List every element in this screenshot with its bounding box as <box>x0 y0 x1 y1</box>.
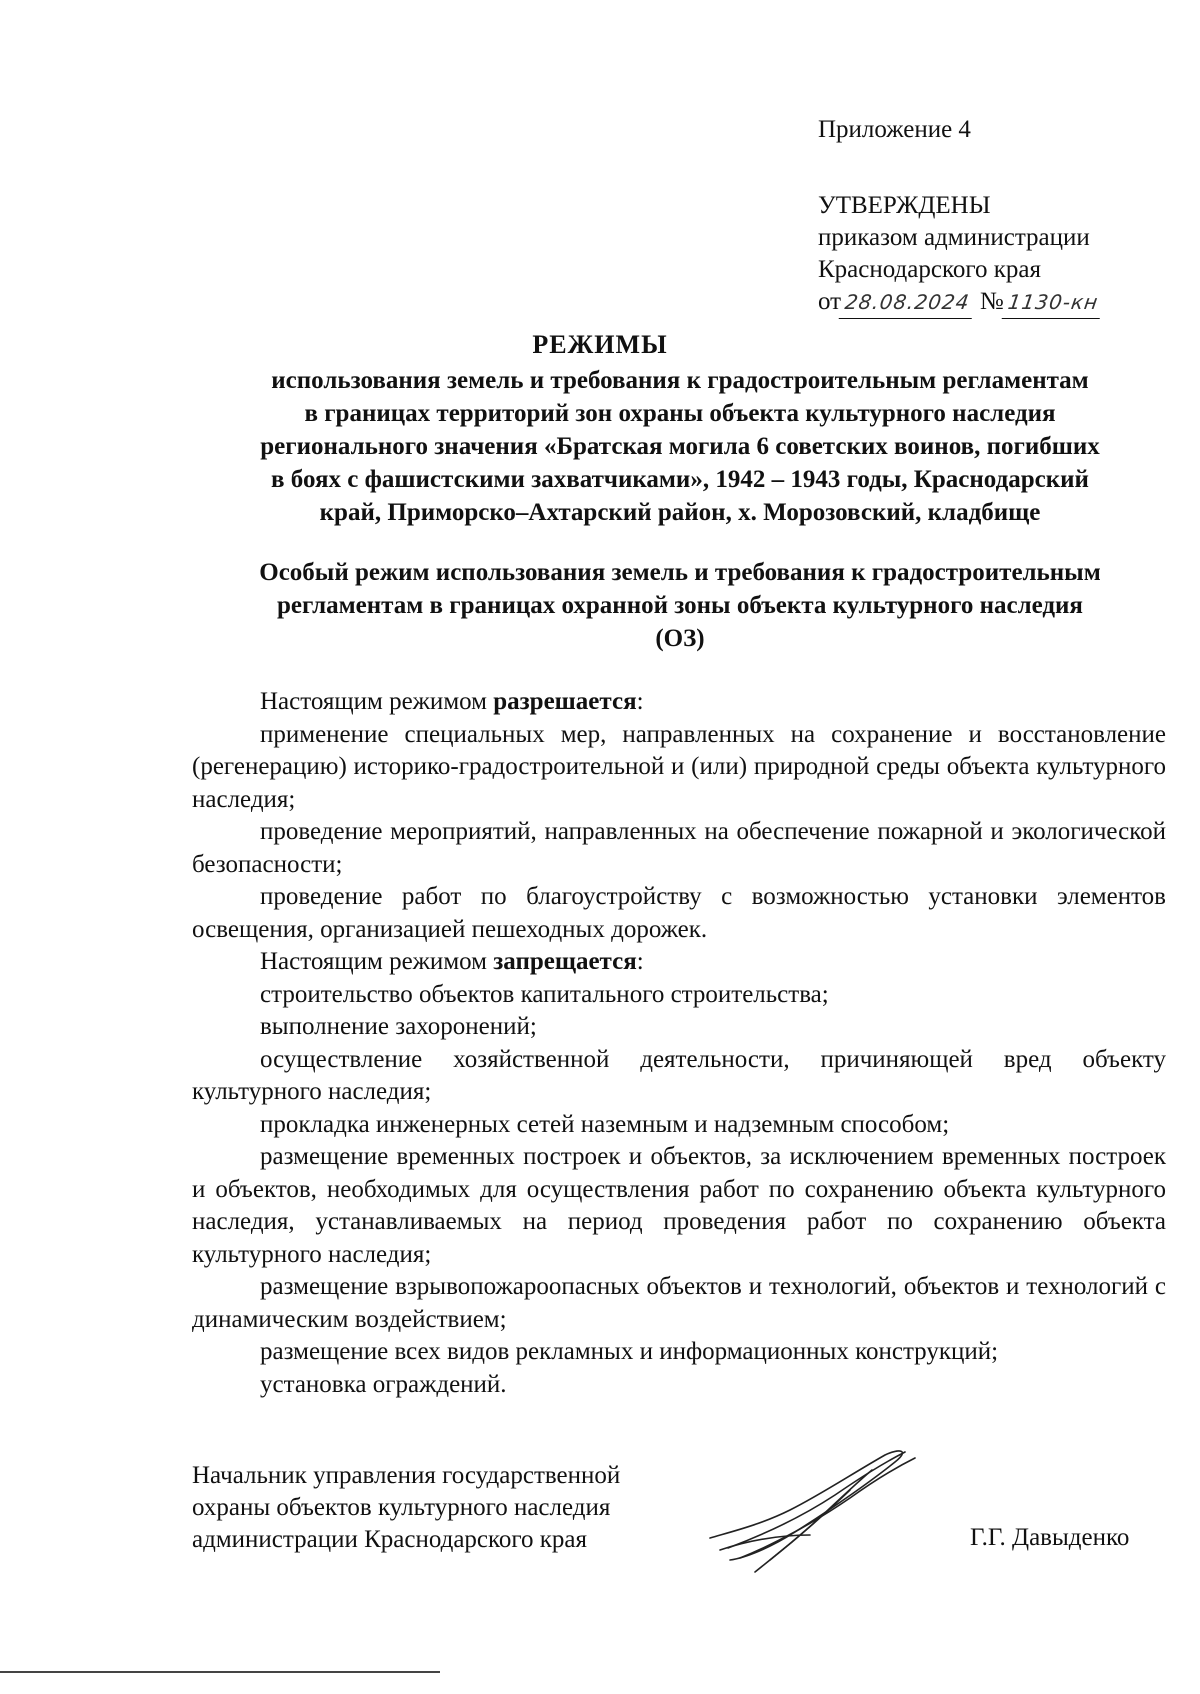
subtitle-line: в боях с фашистскими захватчиками», 1942 – 1943 годы, Краснодарский <box>271 466 1089 493</box>
document-title: РЕЖИМЫ <box>532 330 668 359</box>
subtitle-line: использования земель и требования к градостроительным регламентам <box>271 367 1089 394</box>
prohibited-item: размещение взрывопожароопасных объектов и технологий, объектов и технологий с динамическим воздействием; <box>192 1273 1166 1333</box>
approval-stamp <box>818 190 1102 319</box>
position-line: администрации Краснодарского края <box>192 1526 588 1553</box>
bottom-divider <box>0 1671 440 1673</box>
subtitle-line: край, Приморско–Ахтарский район, х. Морозовский, кладбище <box>319 499 1041 526</box>
zone-title-line: регламентам в границах охранной зоны объекта культурного наследия <box>277 592 1083 619</box>
allowed-intro: Настоящим режимом разрешается: <box>260 688 644 715</box>
allowed-item: применение специальных мер, направленных на сохранение и восстановление (регенерацию) историко-градостроительной и (или) природной среды объекта культурного наследия; <box>192 720 1166 813</box>
signatory-name: Г.Г. Давыденко <box>970 1524 1130 1551</box>
prohibited-item: выполнение захоронений; <box>260 1013 537 1040</box>
position-line: Начальник управления государственной <box>192 1462 621 1489</box>
allowed-keyword: разрешается <box>493 688 637 715</box>
date-prefix: от <box>818 288 842 315</box>
position-line: охраны объектов культурного наследия <box>192 1494 611 1521</box>
appendix-label: Приложение 4 <box>818 116 971 143</box>
prohibited-keyword: запрещается <box>493 948 637 975</box>
signatory-position <box>192 1460 620 1556</box>
handwritten-date: 28.08.2024 <box>839 286 976 319</box>
prohibited-item: прокладка инженерных сетей наземным и надземным способом; <box>260 1110 950 1138</box>
document-subtitle <box>190 364 1170 529</box>
allowed-item: проведение мероприятий, направленных на обеспечение пожарной и экологической безопасности; <box>192 818 1166 878</box>
prohibited-item: строительство объектов капитального строительства; <box>260 980 829 1008</box>
prohibited-item: размещение всех видов рекламных и информационных конструкций; <box>260 1338 999 1365</box>
zone-title-line: Особый режим использования земель и требования к градостроительным <box>259 559 1101 586</box>
subtitle-line: регионального значения «Братская могила 6 советских воинов, погибших <box>260 433 1100 460</box>
handwritten-signature <box>700 1440 930 1580</box>
prohibited-intro: Настоящим режимом запрещается: <box>260 948 644 975</box>
approval-by-order-line2: Краснодарского края <box>818 256 1041 283</box>
approval-date-number <box>818 286 1102 319</box>
approval-by-order-line1: приказом администрации <box>818 224 1090 251</box>
allowed-item: проведение работ по благоустройству с возможностью установки элементов освещения, организацией пешеходных дорожек. <box>192 883 1166 943</box>
number-prefix: № <box>979 288 1004 315</box>
prohibited-item: осуществление хозяйственной деятельности, причиняющей вред объекту культурного наследия; <box>192 1045 1166 1105</box>
subtitle-line: в границах территорий зон охраны объекта культурного наследия <box>304 400 1056 427</box>
prohibited-item: установка ограждений. <box>260 1370 507 1398</box>
prohibited-item: размещение временных построек и объектов, за исключением временных построек и объектов, необходимых для осуществления работ по сохранению объекта культурного наследия, устанавливаемых на период проведения работ по сохранению объекта культурного наследия; <box>192 1143 1166 1268</box>
zone-title-line: (ОЗ) <box>655 625 705 652</box>
handwritten-number: 1130-кн <box>1001 286 1104 319</box>
zone-section-title <box>190 556 1170 655</box>
regime-body <box>192 686 1166 1401</box>
approved-label: УТВЕРЖДЕНЫ <box>818 192 991 219</box>
